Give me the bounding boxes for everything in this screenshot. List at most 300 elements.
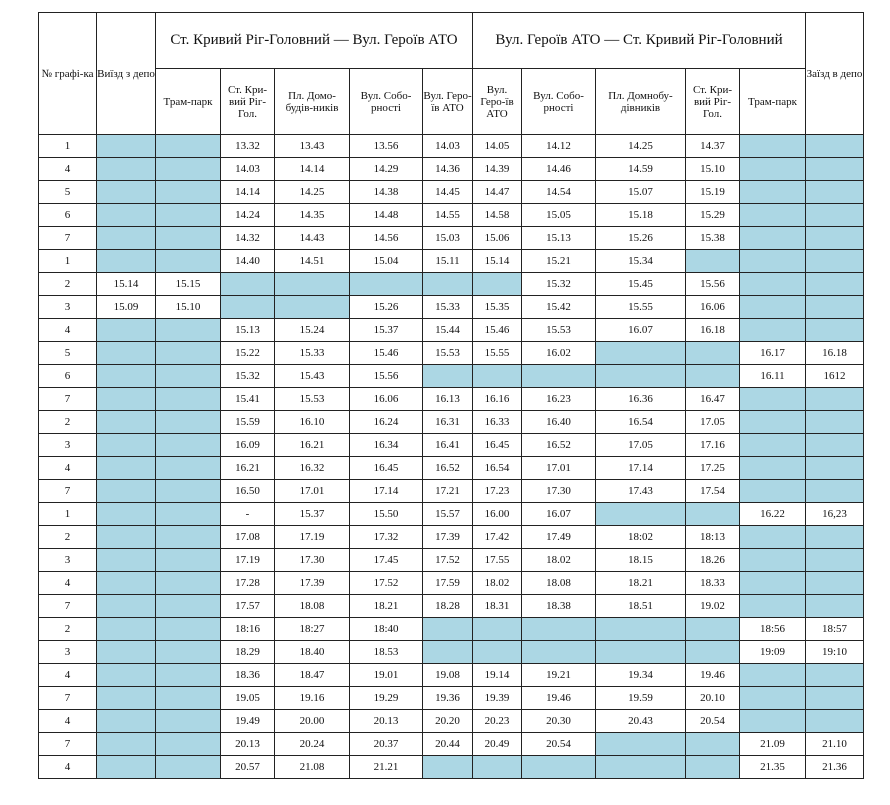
time-cell: 14.14 <box>221 181 275 204</box>
time-cell <box>97 641 156 664</box>
time-cell: 15.55 <box>596 296 686 319</box>
time-cell: 19.46 <box>522 687 596 710</box>
time-cell <box>275 296 350 319</box>
time-cell <box>740 526 806 549</box>
time-cell: 14.38 <box>350 181 423 204</box>
time-cell <box>806 411 864 434</box>
time-cell <box>156 319 221 342</box>
time-cell: 18.38 <box>522 595 596 618</box>
time-cell: 20.49 <box>473 733 522 756</box>
time-cell: 18.29 <box>221 641 275 664</box>
time-cell <box>740 549 806 572</box>
time-cell: 18.21 <box>350 595 423 618</box>
time-cell <box>156 733 221 756</box>
time-cell: 14.51 <box>275 250 350 273</box>
time-cell: 18:02 <box>596 526 686 549</box>
time-cell: 20.00 <box>275 710 350 733</box>
time-cell: 19.34 <box>596 664 686 687</box>
table-row <box>39 687 864 710</box>
time-cell <box>97 710 156 733</box>
time-cell: 20.54 <box>686 710 740 733</box>
time-cell: 15.45 <box>596 273 686 296</box>
time-cell <box>740 411 806 434</box>
time-cell <box>97 181 156 204</box>
graph-number-cell: 7 <box>39 687 97 710</box>
time-cell <box>806 434 864 457</box>
graph-number-cell: 7 <box>39 480 97 503</box>
graph-number-cell: 4 <box>39 457 97 480</box>
graph-number-cell: 2 <box>39 273 97 296</box>
time-cell: 16.54 <box>596 411 686 434</box>
time-cell <box>806 158 864 181</box>
graph-number-cell: 1 <box>39 503 97 526</box>
time-cell: 15.46 <box>350 342 423 365</box>
table-row <box>39 388 864 411</box>
time-cell <box>686 365 740 388</box>
time-cell <box>97 342 156 365</box>
time-cell <box>806 319 864 342</box>
time-cell: 16.33 <box>473 411 522 434</box>
time-cell <box>740 250 806 273</box>
time-cell: 18.26 <box>686 549 740 572</box>
time-cell <box>806 526 864 549</box>
time-cell: 14.25 <box>275 181 350 204</box>
time-cell <box>806 687 864 710</box>
time-cell: 16.41 <box>423 434 473 457</box>
time-cell: 15.57 <box>423 503 473 526</box>
header-stop: Вул. Геро-їв АТО <box>423 69 473 135</box>
time-cell <box>596 733 686 756</box>
table-row <box>39 526 864 549</box>
time-cell: 15.21 <box>522 250 596 273</box>
time-cell: 17.14 <box>596 457 686 480</box>
time-cell: 15.07 <box>596 181 686 204</box>
time-cell: 17.39 <box>423 526 473 549</box>
graph-number-cell: 4 <box>39 158 97 181</box>
time-cell: 18:16 <box>221 618 275 641</box>
time-cell: 19.21 <box>522 664 596 687</box>
time-cell: 16.36 <box>596 388 686 411</box>
time-cell: 15.10 <box>156 296 221 319</box>
time-cell <box>156 250 221 273</box>
graph-number-cell: 2 <box>39 526 97 549</box>
time-cell: 19.05 <box>221 687 275 710</box>
time-cell: 16.21 <box>275 434 350 457</box>
time-cell: 16,23 <box>806 503 864 526</box>
time-cell: 17.23 <box>473 480 522 503</box>
time-cell <box>156 664 221 687</box>
time-cell: 15.11 <box>423 250 473 273</box>
time-cell: 20.57 <box>221 756 275 779</box>
time-cell: 18.36 <box>221 664 275 687</box>
time-cell <box>97 411 156 434</box>
time-cell <box>473 618 522 641</box>
time-cell: 20.23 <box>473 710 522 733</box>
time-cell <box>596 618 686 641</box>
time-cell: 19.59 <box>596 687 686 710</box>
time-cell: 15.04 <box>350 250 423 273</box>
time-cell: 16.23 <box>522 388 596 411</box>
table-row <box>39 641 864 664</box>
time-cell: 17.05 <box>596 434 686 457</box>
time-cell <box>596 641 686 664</box>
time-cell: 18.40 <box>275 641 350 664</box>
time-cell: 14.24 <box>221 204 275 227</box>
time-cell: 14.37 <box>686 135 740 158</box>
time-cell <box>423 756 473 779</box>
time-cell: 18:56 <box>740 618 806 641</box>
time-cell <box>97 687 156 710</box>
time-cell <box>97 618 156 641</box>
time-cell: 16.24 <box>350 411 423 434</box>
time-cell: 16.06 <box>350 388 423 411</box>
time-cell: 20.30 <box>522 710 596 733</box>
time-cell: 17.52 <box>350 572 423 595</box>
time-cell: 16.07 <box>596 319 686 342</box>
time-cell <box>156 135 221 158</box>
time-cell <box>806 664 864 687</box>
time-cell <box>156 595 221 618</box>
time-cell <box>806 549 864 572</box>
time-cell: 18.02 <box>522 549 596 572</box>
time-cell: 16.31 <box>423 411 473 434</box>
time-cell <box>522 618 596 641</box>
time-cell: 14.46 <box>522 158 596 181</box>
time-cell <box>97 595 156 618</box>
time-cell: 17.14 <box>350 480 423 503</box>
table-body <box>39 135 864 779</box>
table-row <box>39 135 864 158</box>
time-cell: 21.35 <box>740 756 806 779</box>
time-cell: 19.14 <box>473 664 522 687</box>
time-cell <box>156 434 221 457</box>
graph-number-cell: 2 <box>39 411 97 434</box>
header-arrive-depot: Заїзд в депо <box>806 13 864 135</box>
time-cell: 18.21 <box>596 572 686 595</box>
time-cell <box>806 388 864 411</box>
time-cell: 15.32 <box>221 365 275 388</box>
time-cell: 20.13 <box>221 733 275 756</box>
time-cell: 17.49 <box>522 526 596 549</box>
time-cell: 16.40 <box>522 411 596 434</box>
time-cell: 14.03 <box>221 158 275 181</box>
graph-number-cell: 4 <box>39 756 97 779</box>
time-cell <box>156 365 221 388</box>
time-cell: 14.47 <box>473 181 522 204</box>
time-cell <box>97 227 156 250</box>
time-cell: 15.35 <box>473 296 522 319</box>
table-row <box>39 227 864 250</box>
graph-number-cell: 6 <box>39 365 97 388</box>
time-cell: 15.43 <box>275 365 350 388</box>
time-cell: 15.18 <box>596 204 686 227</box>
time-cell: 17.21 <box>423 480 473 503</box>
time-cell <box>423 618 473 641</box>
time-cell: 17.01 <box>522 457 596 480</box>
graph-number-cell: 7 <box>39 388 97 411</box>
time-cell <box>473 641 522 664</box>
time-cell <box>97 158 156 181</box>
time-cell <box>97 756 156 779</box>
time-cell: 19.01 <box>350 664 423 687</box>
time-cell <box>97 457 156 480</box>
table-header <box>39 13 864 135</box>
time-cell: 15.37 <box>275 503 350 526</box>
time-cell <box>740 710 806 733</box>
time-cell <box>473 365 522 388</box>
time-cell <box>221 296 275 319</box>
time-cell: 13.32 <box>221 135 275 158</box>
time-cell: 16.52 <box>423 457 473 480</box>
time-cell: 16.54 <box>473 457 522 480</box>
header-stop: Пл. Домо-будів-ників <box>275 69 350 135</box>
time-cell <box>156 526 221 549</box>
time-cell <box>740 687 806 710</box>
time-cell: 15.19 <box>686 181 740 204</box>
time-cell <box>740 480 806 503</box>
time-cell: 19:09 <box>740 641 806 664</box>
time-cell: 17.28 <box>221 572 275 595</box>
time-cell <box>740 158 806 181</box>
time-cell: 15.55 <box>473 342 522 365</box>
header-stop: Пл. Домнобу-дівників <box>596 69 686 135</box>
time-cell: 15.13 <box>522 227 596 250</box>
time-cell: 14.56 <box>350 227 423 250</box>
time-cell <box>156 503 221 526</box>
header-graph-number: № графі-ка <box>39 13 97 135</box>
graph-number-cell: 1 <box>39 250 97 273</box>
time-cell <box>156 227 221 250</box>
time-cell <box>806 250 864 273</box>
graph-number-cell: 7 <box>39 227 97 250</box>
time-cell: 15.56 <box>686 273 740 296</box>
time-cell: 17.55 <box>473 549 522 572</box>
time-cell: 19:10 <box>806 641 864 664</box>
header-stop: Вул. Собо-рності <box>350 69 423 135</box>
time-cell: 15.06 <box>473 227 522 250</box>
time-cell <box>806 710 864 733</box>
time-cell: 14.39 <box>473 158 522 181</box>
table-row <box>39 618 864 641</box>
time-cell <box>97 733 156 756</box>
time-cell: 21.10 <box>806 733 864 756</box>
time-cell: 14.29 <box>350 158 423 181</box>
time-cell <box>275 273 350 296</box>
time-cell: 17.19 <box>275 526 350 549</box>
graph-number-cell: 2 <box>39 618 97 641</box>
time-cell: 16.52 <box>522 434 596 457</box>
time-cell <box>806 572 864 595</box>
table-row <box>39 319 864 342</box>
table-row <box>39 664 864 687</box>
header-depart-depot: Виїзд з депо <box>97 13 156 135</box>
table-row <box>39 181 864 204</box>
table-row <box>39 756 864 779</box>
graph-number-cell: 5 <box>39 181 97 204</box>
time-cell: 18:40 <box>350 618 423 641</box>
time-cell <box>97 526 156 549</box>
time-cell: 15.53 <box>275 388 350 411</box>
header-direction-1: Ст. Кривий Ріг-Головний — Вул. Героїв АТО <box>156 13 473 69</box>
time-cell: 17.05 <box>686 411 740 434</box>
time-cell <box>97 664 156 687</box>
graph-number-cell: 4 <box>39 319 97 342</box>
table-row <box>39 733 864 756</box>
time-cell: 14.25 <box>596 135 686 158</box>
time-cell: 14.40 <box>221 250 275 273</box>
time-cell: 17.32 <box>350 526 423 549</box>
table-row <box>39 273 864 296</box>
time-cell: 15.46 <box>473 319 522 342</box>
graph-number-cell: 3 <box>39 296 97 319</box>
time-cell <box>522 365 596 388</box>
time-cell: 15.05 <box>522 204 596 227</box>
time-cell <box>97 204 156 227</box>
time-cell: 15.14 <box>473 250 522 273</box>
time-cell: 17.08 <box>221 526 275 549</box>
time-cell: 15.24 <box>275 319 350 342</box>
time-cell: 18.08 <box>275 595 350 618</box>
time-cell <box>740 135 806 158</box>
time-cell: 16.18 <box>806 342 864 365</box>
time-cell: 17.45 <box>350 549 423 572</box>
time-cell <box>686 342 740 365</box>
time-cell: 20.43 <box>596 710 686 733</box>
time-cell: 18:13 <box>686 526 740 549</box>
time-cell: 15.59 <box>221 411 275 434</box>
time-cell: 17.52 <box>423 549 473 572</box>
time-cell: 15.33 <box>423 296 473 319</box>
time-cell: 16.10 <box>275 411 350 434</box>
time-cell <box>740 595 806 618</box>
time-cell <box>806 135 864 158</box>
time-cell <box>596 756 686 779</box>
table-row <box>39 250 864 273</box>
time-cell: 14.58 <box>473 204 522 227</box>
time-cell <box>686 618 740 641</box>
graph-number-cell: 6 <box>39 204 97 227</box>
time-cell <box>806 227 864 250</box>
time-cell: 16.32 <box>275 457 350 480</box>
time-cell: 16.21 <box>221 457 275 480</box>
time-cell: 16.13 <box>423 388 473 411</box>
time-cell <box>686 756 740 779</box>
time-cell: 21.36 <box>806 756 864 779</box>
time-cell <box>740 273 806 296</box>
time-cell: 15.32 <box>522 273 596 296</box>
time-cell: 19.49 <box>221 710 275 733</box>
time-cell: 18.47 <box>275 664 350 687</box>
table-row <box>39 503 864 526</box>
time-cell: 17.16 <box>686 434 740 457</box>
time-cell: 16.09 <box>221 434 275 457</box>
time-cell: 20.24 <box>275 733 350 756</box>
time-cell: 17.57 <box>221 595 275 618</box>
time-cell <box>806 273 864 296</box>
time-cell: 15.29 <box>686 204 740 227</box>
time-cell: 13.56 <box>350 135 423 158</box>
time-cell: 15.09 <box>97 296 156 319</box>
table-row <box>39 549 864 572</box>
time-cell <box>740 181 806 204</box>
time-cell <box>156 572 221 595</box>
time-cell: 14.14 <box>275 158 350 181</box>
time-cell: 18:27 <box>275 618 350 641</box>
time-cell <box>156 342 221 365</box>
time-cell <box>473 756 522 779</box>
time-cell <box>97 572 156 595</box>
time-cell: 17.43 <box>596 480 686 503</box>
time-cell: 14.48 <box>350 204 423 227</box>
time-cell <box>221 273 275 296</box>
time-cell: 15.34 <box>596 250 686 273</box>
time-cell <box>423 273 473 296</box>
time-cell <box>522 756 596 779</box>
time-cell <box>97 365 156 388</box>
time-cell: 15.53 <box>522 319 596 342</box>
time-cell: 21.09 <box>740 733 806 756</box>
graph-number-cell: 3 <box>39 641 97 664</box>
time-cell <box>156 687 221 710</box>
graph-number-cell: 7 <box>39 595 97 618</box>
time-cell <box>156 756 221 779</box>
time-cell <box>97 135 156 158</box>
time-cell <box>473 273 522 296</box>
time-cell <box>740 227 806 250</box>
time-cell <box>156 710 221 733</box>
time-cell <box>423 641 473 664</box>
time-cell: 16.02 <box>522 342 596 365</box>
time-cell <box>156 388 221 411</box>
header-stop: Трам-парк <box>740 69 806 135</box>
time-cell: 17.42 <box>473 526 522 549</box>
time-cell: 14.35 <box>275 204 350 227</box>
time-cell: 14.05 <box>473 135 522 158</box>
time-cell <box>350 273 423 296</box>
time-cell <box>423 365 473 388</box>
time-cell: 15.26 <box>596 227 686 250</box>
time-cell: 19.02 <box>686 595 740 618</box>
table-row <box>39 342 864 365</box>
time-cell: 17.30 <box>275 549 350 572</box>
time-cell <box>806 595 864 618</box>
time-cell <box>156 549 221 572</box>
time-cell: 14.55 <box>423 204 473 227</box>
time-cell: 14.45 <box>423 181 473 204</box>
time-cell: 15.13 <box>221 319 275 342</box>
time-cell: 20.13 <box>350 710 423 733</box>
time-cell: 17.39 <box>275 572 350 595</box>
time-cell: 14.43 <box>275 227 350 250</box>
time-cell: 16.45 <box>473 434 522 457</box>
table-row <box>39 572 864 595</box>
time-cell: 18.31 <box>473 595 522 618</box>
time-cell: 17.19 <box>221 549 275 572</box>
time-cell: 20.44 <box>423 733 473 756</box>
time-cell: 16.17 <box>740 342 806 365</box>
graph-number-cell: 3 <box>39 549 97 572</box>
time-cell: 1612 <box>806 365 864 388</box>
time-cell: 14.32 <box>221 227 275 250</box>
time-cell <box>156 158 221 181</box>
time-cell: 15.53 <box>423 342 473 365</box>
graph-number-cell: 4 <box>39 710 97 733</box>
time-cell: 18.15 <box>596 549 686 572</box>
time-cell <box>156 618 221 641</box>
time-cell <box>97 250 156 273</box>
time-cell: 16.47 <box>686 388 740 411</box>
table-row <box>39 480 864 503</box>
